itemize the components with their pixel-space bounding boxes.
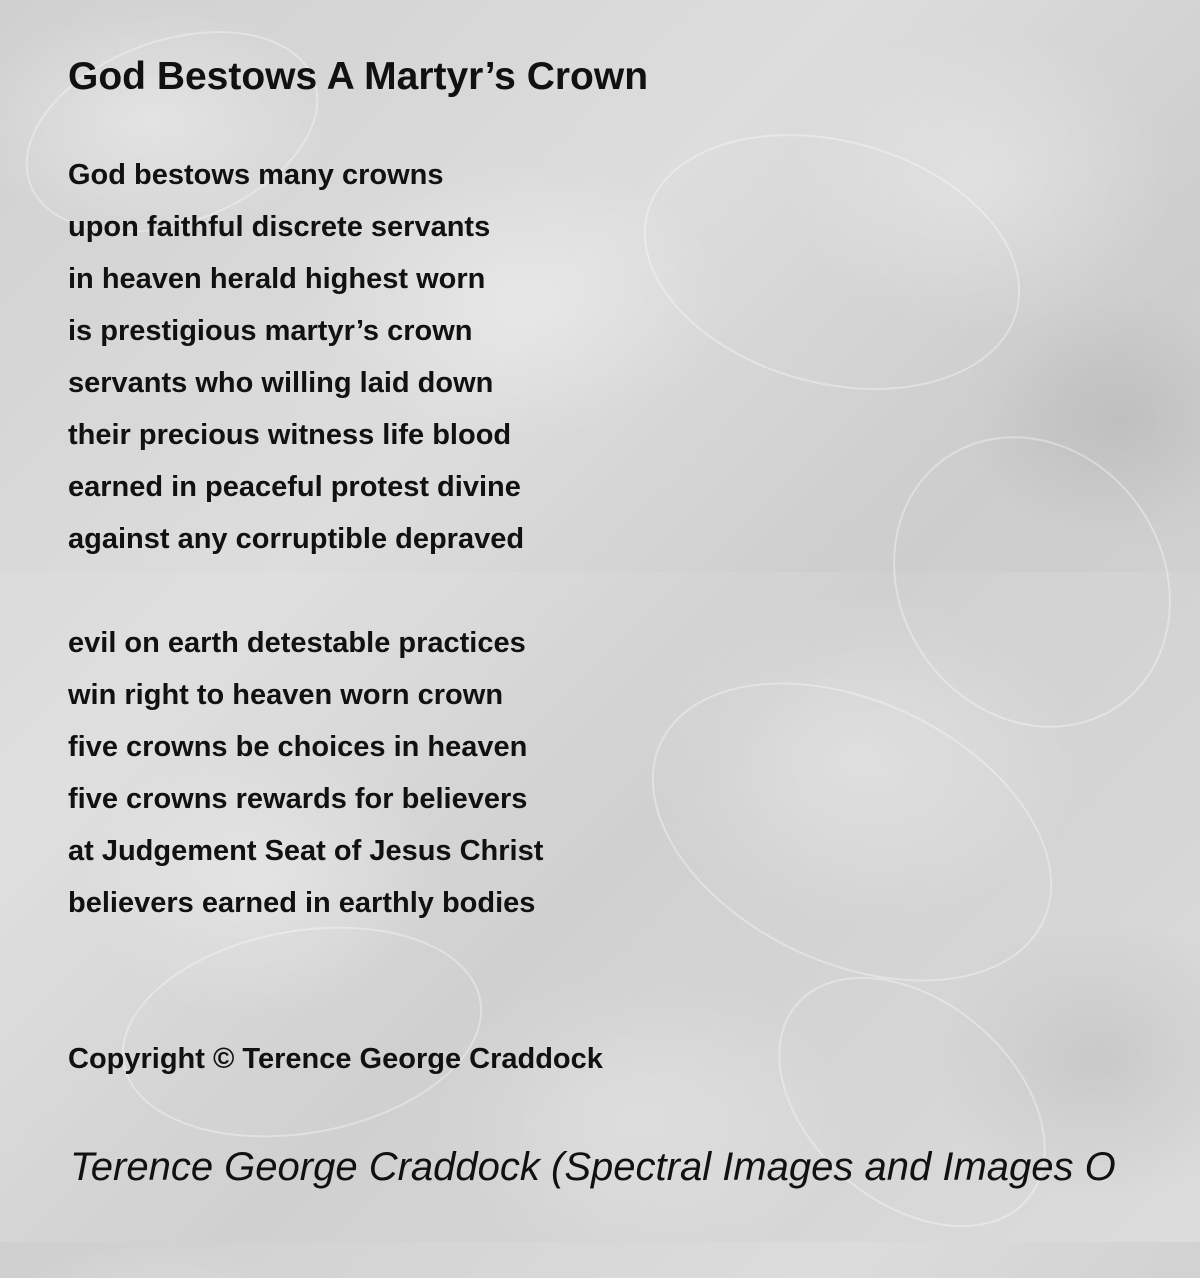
poem-line: evil on earth detestable practices: [68, 627, 526, 659]
background-swirl: [837, 382, 1200, 782]
poem-line: servants who willing laid down: [68, 367, 494, 399]
poem-stanza: [68, 617, 543, 929]
poem-line: is prestigious martyr’s crown: [68, 315, 473, 347]
poem-line: earned in peaceful protest divine: [68, 471, 521, 503]
background-swirl: [604, 623, 1100, 1041]
background-swirl: [105, 900, 499, 1164]
author-line: Terence George Craddock (Spectral Images and Images O: [70, 1145, 1116, 1189]
poem-line: win right to heaven worn crown: [68, 679, 504, 711]
copyright-notice: Copyright © Terence George Craddock: [68, 1043, 603, 1075]
poem-line: at Judgement Seat of Jesus Christ: [68, 835, 544, 867]
poem-line: God bestows many crowns: [68, 159, 444, 191]
poem-line: five crowns be choices in heaven: [68, 731, 528, 763]
poem-line: in heaven herald highest worn: [68, 263, 486, 295]
poem-title: God Bestows A Martyr’s Crown: [68, 55, 649, 98]
poem-line: upon faithful discrete servants: [68, 211, 491, 243]
poem-stanza: [68, 149, 524, 565]
poem-line: believers earned in earthly bodies: [68, 887, 536, 919]
poem-line: five crowns rewards for believers: [68, 783, 528, 815]
background-swirl: [730, 926, 1094, 1278]
poem-line: their precious witness life blood: [68, 419, 512, 451]
poem-line: against any corruptible depraved: [68, 523, 525, 555]
background-swirl: [615, 94, 1049, 429]
